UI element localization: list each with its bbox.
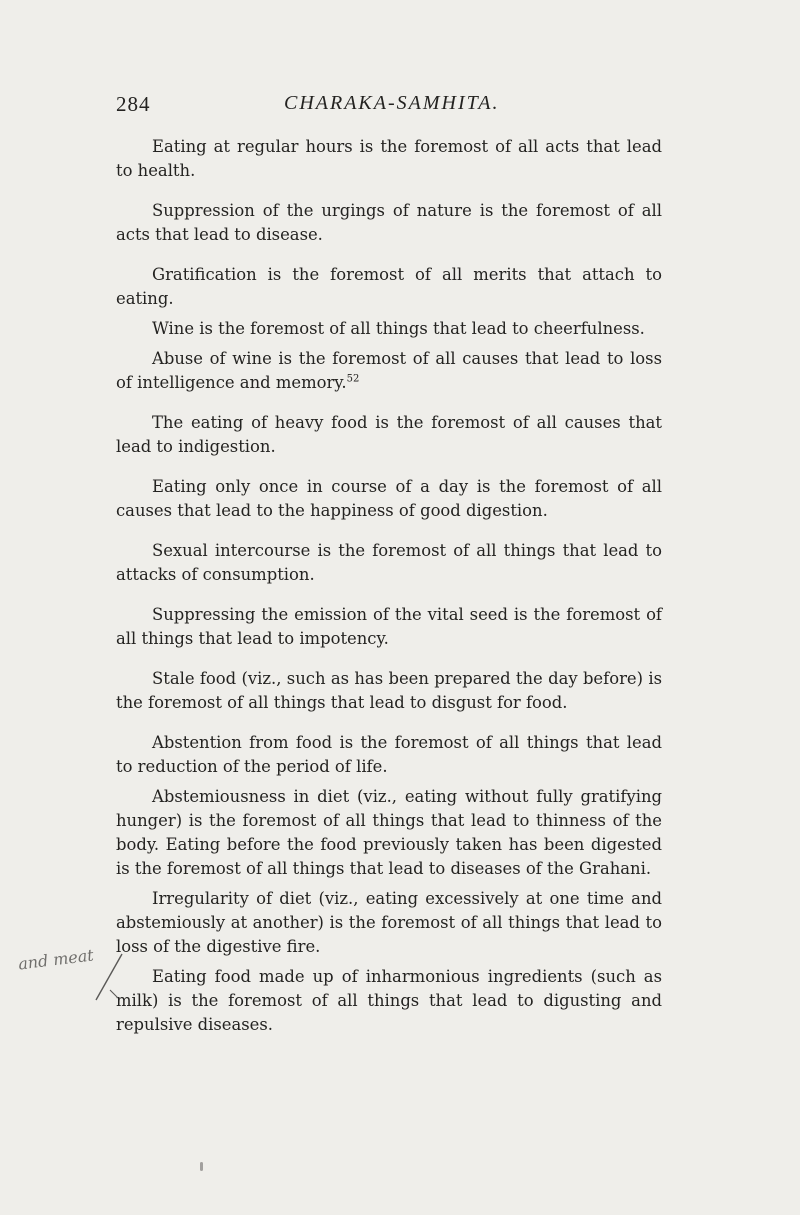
paragraph: Wine is the foremost of all things that lead to cheerfulness. xyxy=(152,319,645,338)
page-header xyxy=(116,92,661,122)
handwritten-margin-note: and meat xyxy=(17,945,95,974)
paragraph: Gratification is the foremost of all merits that attach to eating. xyxy=(116,265,662,308)
running-title: CHARAKA-SAMHITA. xyxy=(284,92,500,114)
paragraph: Eating food made up of inharmonious ingredients (such as milk) is the foremost of all things that lead to digusting and repulsive diseases. xyxy=(116,967,662,1034)
paragraph: Abuse of wine is the foremost of all causes that lead to loss of intelligence and memory.$^{52}$ xyxy=(116,349,662,392)
paragraph: Stale food (viz., such as has been prepared the day before) is the foremost of all things that lead to disgust for food. xyxy=(116,669,662,712)
paper-speck xyxy=(200,1162,203,1171)
paragraph: Abstention from food is the foremost of all things that lead to reduction of the period of life. xyxy=(116,733,662,776)
paragraph: Irregularity of diet (viz., eating excessively at one time and abstemiously at another) is the foremost of all things that lead to loss of the digestive fire. xyxy=(116,889,662,956)
page-number: 284 xyxy=(116,92,151,116)
paragraph: Suppression of the urgings of nature is the foremost of all acts that lead to disease. xyxy=(116,201,662,244)
paragraph: Suppressing the emission of the vital seed is the foremost of all things that lead to impotency. xyxy=(116,605,662,648)
paragraph: Sexual intercourse is the foremost of all things that lead to attacks of consumption. xyxy=(116,541,662,584)
paragraph: Abstemiousness in diet (viz., eating without fully gratifying hunger) is the foremost of all things that lead to thinness of the body. Eating before the food previously taken has been digested is the foremost of all things that lead to diseases of the Grahani. xyxy=(116,787,662,878)
paragraph: Eating only once in course of a day is the foremost of all causes that lead to the happiness of good digestion. xyxy=(116,477,662,520)
paragraph: Eating at regular hours is the foremost of all acts that lead to health. xyxy=(116,137,662,180)
handwritten-caret-mark xyxy=(92,952,128,1002)
footnote-marker: 52 xyxy=(346,373,360,385)
paragraph: The eating of heavy food is the foremost of all causes that lead to indigestion. xyxy=(116,413,662,456)
body-text xyxy=(116,135,662,1053)
